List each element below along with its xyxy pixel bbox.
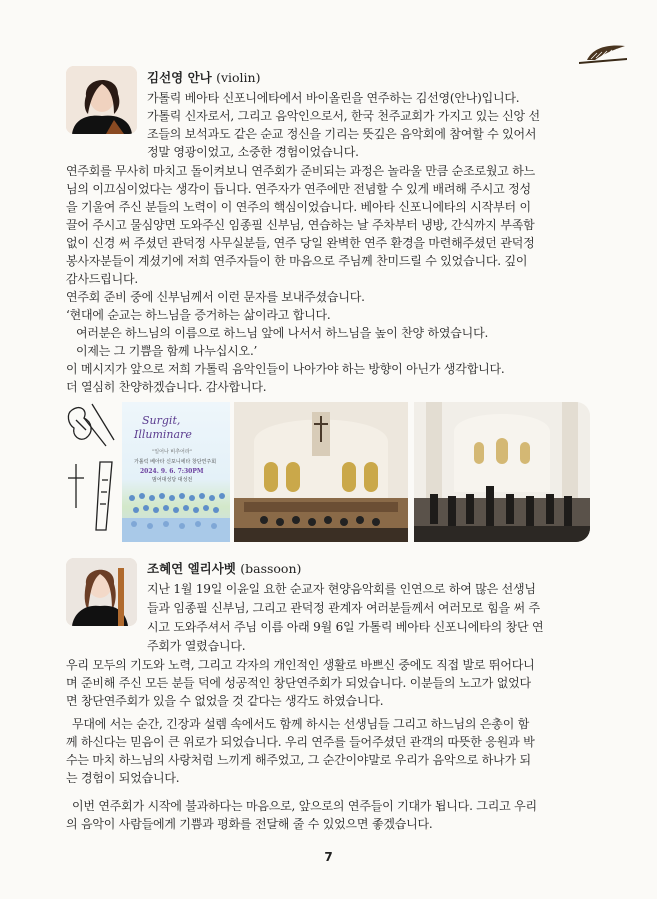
performer-name-2	[147, 559, 301, 577]
intro-line: 주회가 열렸습니다.	[147, 639, 246, 653]
performer-instrument: (violin)	[216, 70, 261, 85]
intro-paragraph-2	[147, 580, 607, 656]
poster-title-line-2: Illuminare	[134, 428, 192, 441]
body-line: 께 하신다는 믿음이 큰 위로가 되었습니다. 우리 연주를 들어주셨던 관객의 따뜻한 응원과 박	[66, 735, 535, 749]
body-line: 무대에 서는 순간, 긴장과 설렘 속에서도 함께 하시는 선생님들 그리고 하느님의 은총이 함	[72, 717, 530, 731]
body-line: 우리 모두의 기도와 노력, 그리고 각자의 개인적인 생활로 바쁘신 중에도 직접 발로 뛰어다니	[66, 658, 535, 672]
concert-poster	[122, 402, 230, 542]
poster-venue: 범어대성당 대성전	[152, 477, 193, 483]
body-line: 며 준비해 주신 모든 분들 덕에 성공적인 창단연주회가 되었습니다. 이분들의 노고가 없었다	[66, 676, 531, 690]
intro-line: 가톨릭 베아타 신포니에타에서 바이올린을 연주하는 김선영(안나)입니다.	[147, 91, 520, 105]
body-line: 의 음악이 사람들에게 기쁨과 평화를 전달해 줄 수 있었으면 좋겠습니다.	[66, 817, 433, 831]
body-paragraph-2a	[66, 656, 611, 710]
poster-subtitle: "일어나 비추어라"	[152, 449, 192, 455]
body-line: 수는 마치 하느님의 사랑처럼 느끼게 해주었고, 그 순간이야말로 우리가 음악으로 하나가 되	[66, 753, 531, 767]
body-line: 이 메시지가 앞으로 저희 가톨릭 음악인들이 나아가야 하는 방향이 아닌가 생각합니다.	[66, 362, 505, 376]
body-line: 감사드립니다.	[66, 272, 138, 286]
poster-description: 가톨릭 베아타 신포니에타 창단연주회	[134, 459, 217, 465]
performer-name: 김선영 안나	[147, 70, 212, 85]
body-line: 없이 신경 써 주셨던 관덕정 사무실분들, 연주 당일 완벽한 연주 환경을 마련해주셨던 관덕정	[66, 236, 535, 250]
quote-line: ‘현대에 순교는 하느님을 증거하는 삶이라고 합니다.	[66, 308, 331, 322]
body-line: 연주회 준비 중에 신부님께서 이런 문자를 보내주셨습니다.	[66, 290, 365, 304]
performer-name: 조혜연 엘리사벳	[147, 561, 236, 576]
intro-line: 들과 임종필 신부님, 그리고 관덕정 관계자 여러분들께서 여러모로 힘을 써 주	[147, 601, 540, 615]
quote-line: 여러분은 하느님의 이름으로 하느님 앞에 나서서 하느님을 높이 찬양 하였습니다.	[76, 326, 489, 340]
performer-name-1	[147, 68, 260, 86]
intro-line: 시고 도와주셔서 주님 이름 아래 9월 6일 가톨릭 베아타 신포니에타의 창단 연	[147, 620, 544, 634]
body-paragraph-2b	[66, 715, 611, 787]
instruments-illustration-icon	[66, 400, 120, 540]
body-line: 는 경험이 되었습니다.	[66, 771, 180, 785]
performer-instrument: (bassoon)	[240, 561, 302, 576]
intro-line: 가톨릭 신자로서, 그리고 음악인으로서, 한국 천주교회가 가지고 있는 신앙 선	[147, 109, 540, 123]
body-line: 더 열심히 찬양하겠습니다. 감사합니다.	[66, 380, 267, 394]
body-paragraph-2c	[66, 797, 611, 833]
poster-title-line-1: Surgit,	[142, 414, 181, 427]
bassoonist-photo	[66, 558, 137, 626]
body-line: 님의 이끄심이었다는 생각이 듭니다. 연주자가 연주에만 전념할 수 있게 배려해 주시고 정성	[66, 182, 531, 196]
intro-paragraph-1	[147, 89, 607, 161]
body-line: 면 창단연주회가 있을 수 없었을 것 같다는 생각도 하였습니다.	[66, 694, 384, 708]
body-line: 이번 연주회가 시작에 불과하다는 마음으로, 앞으로의 연주들이 기대가 됩니다. 그리고 우리	[72, 799, 537, 813]
cathedral-photo-2	[414, 402, 590, 542]
poster-choir-illustration	[122, 484, 230, 542]
body-paragraph-1	[66, 162, 611, 396]
violinist-photo	[66, 66, 137, 134]
body-line: 봉사자분들이 계셨기에 저희 연주자들이 한 마음으로 주님께 찬미드릴 수 있었습니다. 깊이	[66, 254, 528, 268]
intro-line: 조들의 보석과도 같은 순교 정신을 기리는 뜻깊은 음악회에 참여할 수 있어서	[147, 127, 537, 141]
body-line: 연주회를 무사히 마치고 돌이켜보니 연주회가 준비되는 과정은 놀라울 만큼 순조로웠고 하느	[66, 164, 536, 178]
quote-line: 이제는 그 기쁨을 함께 나누십시오.’	[76, 344, 258, 358]
page-number: 7	[324, 850, 333, 864]
quill-logo-icon	[577, 44, 629, 66]
cathedral-photo-1	[234, 402, 408, 542]
intro-line: 정말 영광이었고, 소중한 경험이었습니다.	[147, 145, 359, 159]
body-line: 끌어 주시고 물심양면 도와주신 임종필 신부님, 연습하는 날 주차부터 냉방, 간식까지 부족함	[66, 218, 535, 232]
intro-line: 지난 1월 19일 이윤일 요한 순교자 현양음악회를 인연으로 하여 많은 선생님	[147, 582, 536, 596]
poster-date: 2024. 9. 6. 7:30PM	[140, 468, 204, 475]
body-line: 을 기울여 주신 분들의 노력이 이 연주의 핵심이었습니다. 베아타 신포니에타의 시작부터 이	[66, 200, 531, 214]
